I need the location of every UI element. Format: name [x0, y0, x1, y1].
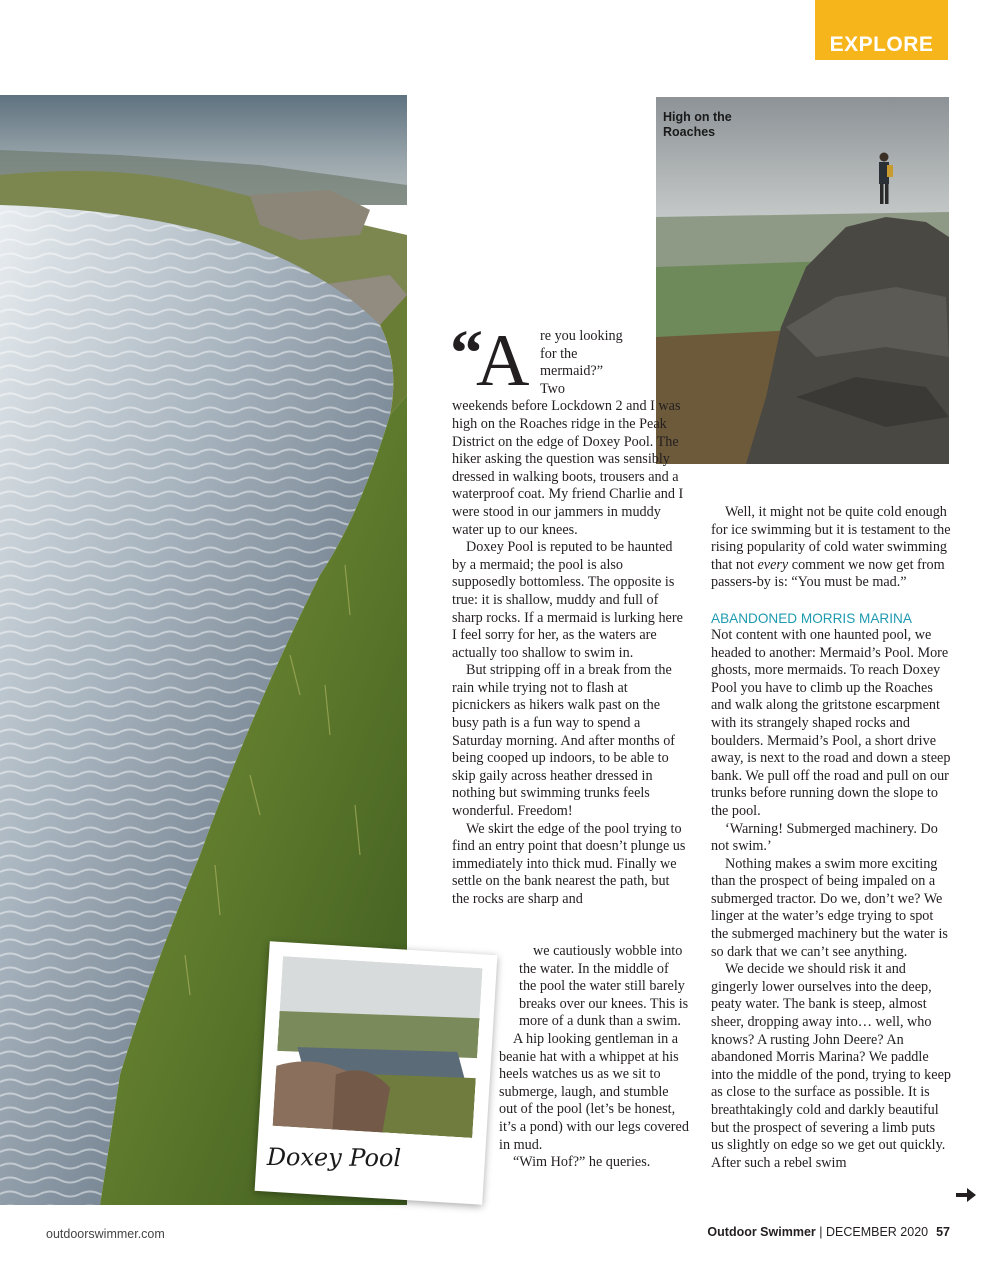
paragraph: “Wim Hof?” he queries. [513, 1154, 651, 1171]
paragraph: ‘Warning! Submerged machinery. Do not swim.’ [711, 820, 938, 855]
roaches-photo [656, 97, 949, 464]
paragraph: Nothing makes a swim more exciting than the prospect of being impaled on a submerged tractor. Do we, don’t we? We linger at the water’s edge trying to spot the submerged machinery but the water is so dark that we can’t see anything. [711, 855, 948, 960]
article-column-1 [450, 317, 689, 909]
emphasis-text: every [757, 556, 789, 573]
section-tab [815, 0, 948, 60]
polaroid-photo-graphic [273, 956, 483, 1138]
paragraph: We skirt the edge of the pool trying to find an entry point that doesn’t plunge us immediately into thick mud. Finally we settle on the bank nearest the path, but the rocks are sharp and [452, 820, 686, 907]
article-column-2 [711, 504, 951, 1172]
paragraph [711, 504, 951, 592]
drop-cap: A [476, 320, 530, 402]
section-subhead: ABANDONED MORRIS MARINA [711, 610, 912, 626]
footer-issue: DECEMBER 2020 [825, 1225, 929, 1239]
paragraph-text: comment we now get from passers-by is: “You must be mad.” [711, 556, 945, 591]
paragraph: weekends before Lockdown 2 and I was high on the Roaches ridge in the Peak District on the edge of Doxey Pool. The hiker asking the question was sensibly dressed in walking boots, trousers and a waterproof coat. My friend Charlie and I were stood in our jammers in muddy water up to our knees. [452, 398, 684, 538]
paragraph: we cautiously wobble into the water. In the middle of the pool the water still barely breaks over our knees. This is more of a dunk than a swim. [519, 943, 689, 1030]
paragraph: We decide we should risk it and gingerly lower ourselves into the deep, peaty water. The bank is steep, almost sheer, dropping away into… well, who knows? A rusting John Deere? An abandoned Morris Marina? We paddle into the middle of the pond, trying to keep as close to the surface as possible. It is breathtakingly cold and darkly beautiful but the prospect of severing a limb puts us slightly on edge so we get out quickly. After such a rebel swim [711, 961, 951, 1171]
paragraph: Not content with one haunted pool, we headed to another: Mermaid’s Pool. More ghosts, more mermaids. To reach Doxey Pool you have to climb up the Roaches and walk along the gritstone escarpment with its strangely shaped rocks and boulders. Mermaid’s Pool, a short drive away, is next to the road and down a steep bank. We pull off the road and pull on our trunks before running down the slope to the pool. [711, 626, 951, 819]
footer-website: outdoorswimmer.com [46, 1227, 165, 1241]
section-tab-label: EXPLORE [829, 33, 934, 56]
footer-separator: | [815, 1225, 826, 1239]
paragraph: Doxey Pool is reputed to be haunted by a mermaid; the pool is also supposedly bottomless. The opposite is true: it is shallow, muddy and full of sharp rocks. If a mermaid is lurking here I feel sorry for her, as the waters are actually too shallow to swim in. [452, 539, 683, 661]
footer-folio [707, 1225, 950, 1239]
photo-caption-roaches: High on the Roaches [663, 110, 732, 139]
paragraph-text: Well, it might not be quite cold enough for ice swimming but it is testament to the rising popularity of cold water swimming that not [711, 504, 951, 573]
footer-magazine-name: Outdoor Swimmer [707, 1225, 816, 1239]
continue-arrow-icon [955, 1186, 977, 1204]
opening-lines: re you looking for the mermaid?” Two [540, 328, 623, 397]
polaroid-photo-image [273, 956, 483, 1138]
page-number: 57 [936, 1225, 950, 1239]
polaroid-caption: Doxey Pool [266, 1143, 402, 1173]
roaches-photo-graphic [656, 97, 949, 464]
article-opening [450, 317, 689, 402]
paragraph: A hip looking gentleman in a beanie hat with a whippet at his heels watches us as we sit to submerge, laugh, and stumble out of the pool (let’s be honest, it’s a pond) with our legs covered in mud. [499, 1030, 689, 1153]
polaroid-photo-frame [255, 941, 498, 1204]
drop-quote-mark: “ [450, 317, 483, 390]
article-column-1-continued [499, 943, 689, 1172]
paragraph: But stripping off in a break from the rain while trying not to flash at picnickers as hikers walk past on the busy path is a fun way to spend a Saturday morning. And after months of being cooped up indoors, to be able to skip gaily across heather dressed in nothing but swimming trunks feels wonderful. Freedom! [452, 662, 676, 820]
